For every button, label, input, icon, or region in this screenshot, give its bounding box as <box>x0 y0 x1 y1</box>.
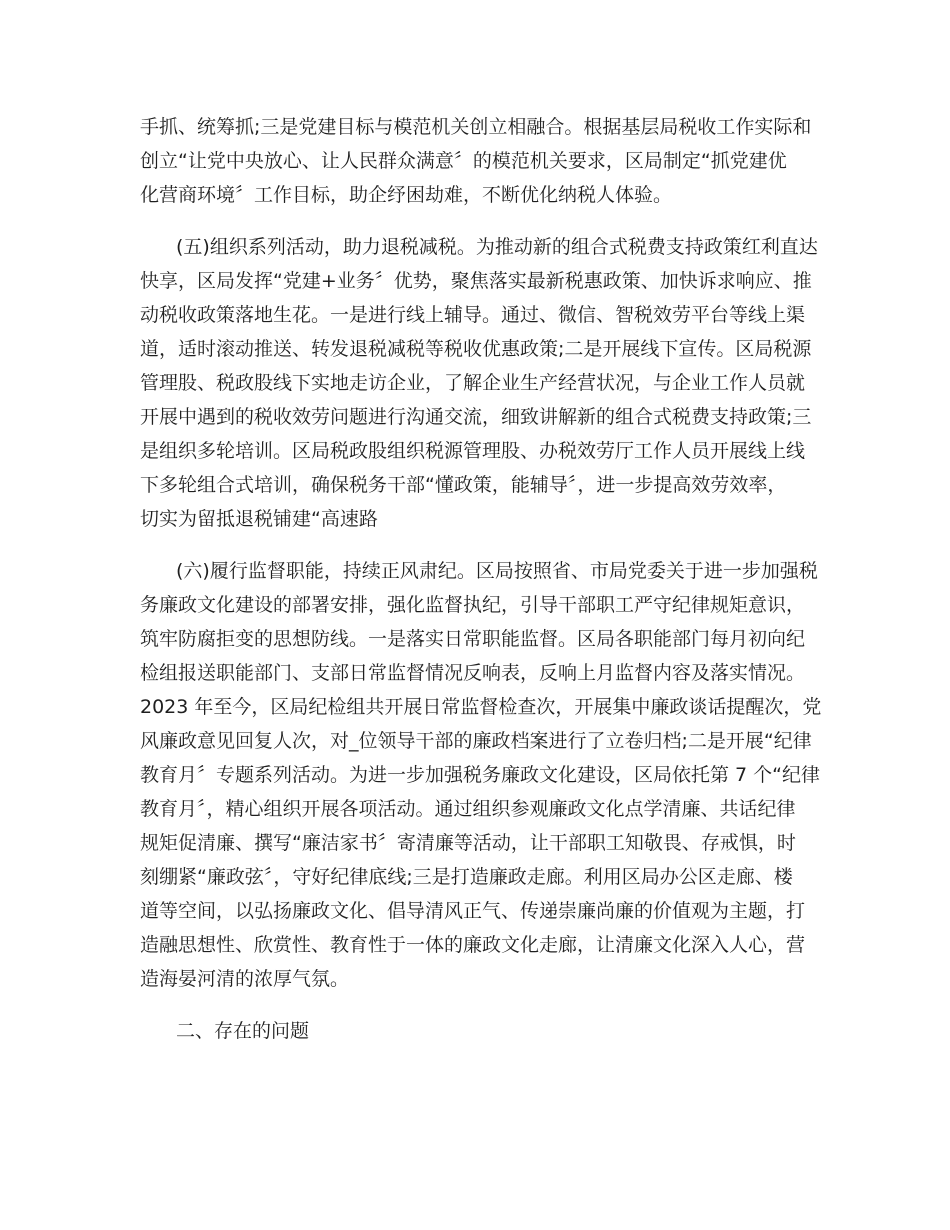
text-line: 检组报送职能部门、支部日常监督情况反响表，反响上月监督内容及落实情况。 <box>140 662 806 684</box>
text-line: 道等空间，以弘扬廉政文化、倡导清风正气、传递崇廉尚廉的价值观为主题，打 <box>140 900 806 922</box>
text-line: 快享，区局发挥“党建+业务〞优势，聚焦落实最新税惠政策、加快诉求响应、推 <box>140 270 812 292</box>
section-heading: 二、存在的问题 <box>176 1020 310 1042</box>
text-line: 手抓、统筹抓;三是党建目标与模范机关创立相融合。根据基层局税收工作实际和 <box>140 116 812 138</box>
text-line: 刻绷紧“廉政弦〞，守好纪律底线;三是打造廉政走廊。利用区局办公区走廊、楼 <box>140 866 793 888</box>
text-line: 管理股、税政股线下实地走访企业，了解企业生产经营状况，与企业工作人员就 <box>140 372 806 394</box>
text-line: 规矩促清廉、撰写“廉洁家书〞寄清廉等活动，让干部职工知敬畏、存戒惧，时 <box>140 832 796 854</box>
text-line: 切实为留抵退税铺建“高速路 <box>140 508 378 530</box>
text-line: 造融思想性、欣赏性、教育性于一体的廉政文化走廊，让清廉文化深入人心，营 <box>140 934 806 956</box>
text-line: 创立“让党中央放心、让人民群众满意〞的模范机关要求，区局制定“抓党建优 <box>140 150 787 172</box>
text-line: 风廉政意见回复人次，对_位领导干部的廉政档案进行了立卷归档;二是开展“纪律 <box>140 730 812 752</box>
text-line: 教育月〞，精心组织开展各项活动。通过组织参观廉政文化点学清廉、共话纪律 <box>140 798 796 820</box>
text-line: (五)组织系列活动，助力退税减税。为推动新的组合式税费支持政策红利直达 <box>176 236 818 258</box>
text-line: (六)履行监督职能，持续正风肃纪。区局按照省、市局党委关于进一步加强税 <box>176 560 818 582</box>
text-line: 道，适时滚动推送、转发退税减税等税收优惠政策;二是开展线下宣传。区局税源 <box>140 338 812 360</box>
text-line: 筑牢防腐拒变的思想防线。一是落实日常职能监督。区局各职能部门每月初向纪 <box>140 628 806 650</box>
text-line: 是组织多轮培训。区局税政股组织税源管理股、办税效劳厅工作人员开展线上线 <box>140 440 806 462</box>
text-line: 开展中遇到的税收效劳问题进行沟通交流，细致讲解新的组合式税费支持政策;三 <box>140 406 812 428</box>
text-line: 教育月〞专题系列活动。为进一步加强税务廉政文化建设，区局依托第 7 个“纪律 <box>140 764 821 786</box>
text-line: 2023 年至今，区局纪检组共开展日常监督检查次，开展集中廉政谈话提醒次，党 <box>140 696 822 718</box>
text-line: 造海晏河清的浓厚气氛。 <box>140 968 350 990</box>
text-line: 化营商环境〞工作目标，助企纾困劫难，不断优化纳税人体验。 <box>140 184 673 206</box>
text-line: 务廉政文化建设的部署安排，强化监督执纪，引导干部职工严守纪律规矩意识， <box>140 594 806 616</box>
text-line: 动税收政策落地生花。一是进行线上辅导。通过、微信、智税效劳平台等线上渠 <box>140 304 806 326</box>
text-line: 下多轮组合式培训，确保税务干部“懂政策，能辅导〞，进一步提高效劳效率， <box>140 474 787 496</box>
